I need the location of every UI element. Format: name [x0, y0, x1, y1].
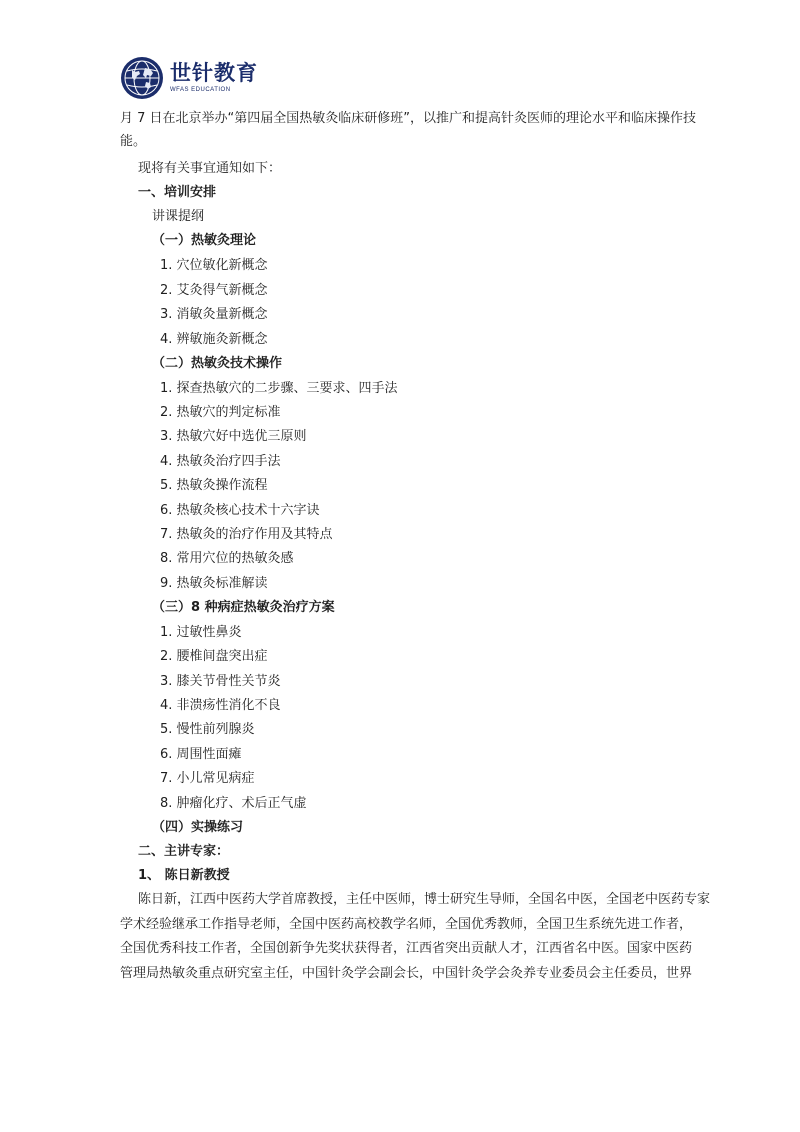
part-title: （三）8 种病症热敏灸治疗方案	[152, 600, 335, 615]
list-item: 8. 肿瘤化疗、术后正气虚	[160, 796, 307, 811]
list-item: 5. 热敏灸操作流程	[160, 478, 268, 493]
bio-line: 管理局热敏灸重点研究室主任，中国针灸学会副会长，中国针灸学会灸养专业委员会主任委员，世界	[120, 966, 693, 981]
intro-line: 能。	[120, 134, 147, 149]
bio-line: 全国优秀科技工作者，全国创新争先奖状获得者，江西省突出贡献人才，江西省名中医。国家中医药	[120, 941, 693, 956]
list-item: 4. 热敏灸治疗四手法	[160, 454, 281, 469]
list-item: 2. 艾灸得气新概念	[160, 283, 268, 298]
globe-logo-icon	[120, 56, 164, 100]
list-item: 1. 过敏性鼻炎	[160, 625, 242, 640]
intro-line: 月 7 日在北京举办“第四届全国热敏灸临床研修班”，以推广和提高针灸医师的理论水平和临床操作技	[120, 111, 697, 126]
list-item: 6. 周围性面瘫	[160, 747, 242, 762]
list-item: 4. 非溃疡性消化不良	[160, 698, 281, 713]
part-title: （一）热敏灸理论	[152, 233, 257, 248]
outline-label: 讲课提纲	[152, 209, 205, 224]
section-heading: 二、主讲专家：	[138, 844, 230, 859]
bio-line: 学术经验继承工作指导老师，全国中医药高校教学名师，全国优秀教师，全国卫生系统先进工作者，	[120, 917, 693, 932]
part-title: （二）热敏灸技术操作	[152, 356, 283, 371]
list-item: 2. 腰椎间盘突出症	[160, 649, 268, 664]
list-item: 7. 小儿常见病症	[160, 771, 255, 786]
list-item: 8. 常用穴位的热敏灸感	[160, 551, 294, 566]
list-item: 1. 穴位敏化新概念	[160, 258, 268, 273]
section-heading: 一、培训安排	[138, 185, 217, 200]
notice-text: 现将有关事宜通知如下：	[138, 161, 282, 176]
bio-line: 陈日新，江西中医药大学首席教授，主任中医师，博士研究生导师，全国名中医，全国老中医药专家	[138, 892, 711, 907]
logo-subtitle: WFAS EDUCATION	[170, 87, 231, 93]
list-item: 7. 热敏灸的治疗作用及其特点	[160, 527, 333, 542]
brand-logo	[120, 56, 258, 100]
list-item: 2. 热敏穴的判定标准	[160, 405, 281, 420]
list-item: 5. 慢性前列腺炎	[160, 722, 255, 737]
list-item: 6. 热敏灸核心技术十六字诀	[160, 503, 320, 518]
expert-title: 1、 陈日新教授	[138, 868, 230, 883]
part-title: （四）实操练习	[152, 820, 244, 835]
list-item: 4. 辨敏施灸新概念	[160, 332, 268, 347]
logo-title: 世针教育	[170, 61, 258, 85]
list-item: 9. 热敏灸标准解读	[160, 576, 268, 591]
list-item: 3. 膝关节骨性关节炎	[160, 674, 281, 689]
list-item: 3. 热敏穴好中选优三原则	[160, 429, 307, 444]
list-item: 1. 探查热敏穴的二步骤、三要求、四手法	[160, 381, 398, 396]
list-item: 3. 消敏灸量新概念	[160, 307, 268, 322]
